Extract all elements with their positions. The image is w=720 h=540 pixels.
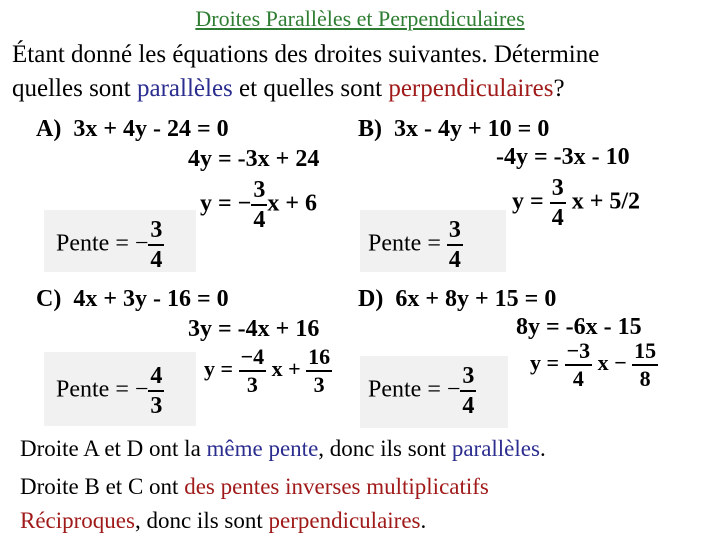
problem-c-step: 3y = -4x + 16 — [188, 316, 320, 342]
conclusion-line-1: Droite A et D ont la même pente, donc ils sont parallèles. — [20, 436, 546, 461]
problem-a-pente: Pente = − $\frac{3}{4}$ — [56, 217, 163, 273]
conclusion-line-3: Réciproques, donc ils sont perpendiculaires. — [20, 508, 427, 533]
problem-b-pente: Pente = $\frac{3}{4}$ — [368, 217, 461, 273]
problem-b-slope-fraction: $\frac{3}{4}$ — [551, 175, 564, 231]
problem-a-equation: A) 3x + 4y - 24 = 0 — [36, 116, 229, 142]
conclusion-reciprocal-word: Réciproques — [20, 508, 135, 533]
problem-c-equation: C) 4x + 3y - 16 = 0 — [36, 286, 229, 312]
intro-line-1: Étant donné les équations des droites suivantes. Détermine — [12, 41, 600, 68]
conclusion-perpendicular-word: perpendiculaires — [268, 508, 421, 533]
intro-text — [12, 38, 599, 106]
conclusion-parallel-word: parallèles — [451, 436, 540, 461]
problem-b-slope-form: y = $\frac{3}{4}$ x + 5/2 — [512, 175, 641, 231]
problem-a-step: 4y = -3x + 24 — [188, 146, 320, 172]
problem-d-pente: Pente = − $\frac{3}{4}$ — [368, 363, 475, 419]
problem-c-slope-form: y = $\frac{-4}{3}$ x + $\frac{16}{3}$ — [204, 344, 331, 397]
problem-b-equation: B) 3x - 4y + 10 = 0 — [358, 116, 550, 142]
intro-parallel-word: parallèles — [137, 75, 233, 102]
conclusion-inverse-slopes: des pentes inverses multiplicatifs — [184, 474, 489, 499]
problem-d-slope-form: y = $\frac{-3}{4}$ x − $\frac{15}{8}$ — [530, 338, 657, 391]
page-title: Droites Parallèles et Perpendiculaires — [195, 6, 525, 31]
intro-line-2: quelles sont parallèles et quelles sont perpendiculaires? — [12, 75, 565, 102]
problem-c-slope-fraction-2: $\frac{16}{3}$ — [308, 344, 331, 397]
problem-a-slope-fraction: $\frac{3}{4}$ — [253, 177, 266, 233]
problem-d-slope-fraction-1: $\frac{-3}{4}$ — [566, 338, 591, 391]
problem-c-pente: Pente = − $\frac{4}{3}$ — [56, 363, 163, 419]
conclusion-line-2: Droite B et C ont des pentes inverses multiplicatifs — [20, 474, 489, 499]
conclusion-same-slope: même pente — [206, 436, 319, 461]
intro-perpendicular-word: perpendiculaires — [388, 75, 554, 102]
problem-b-step: -4y = -3x - 10 — [496, 144, 630, 170]
problem-a-slope-form: y = − $\frac{3}{4}$ x + 6 — [200, 177, 318, 233]
problem-d-equation: D) 6x + 8y + 15 = 0 — [358, 286, 557, 312]
problem-c-slope-fraction-1: $\frac{-4}{3}$ — [240, 344, 265, 397]
problem-d-step: 8y = -6x - 15 — [516, 314, 642, 340]
problem-d-slope-fraction-2: $\frac{15}{8}$ — [634, 338, 657, 391]
